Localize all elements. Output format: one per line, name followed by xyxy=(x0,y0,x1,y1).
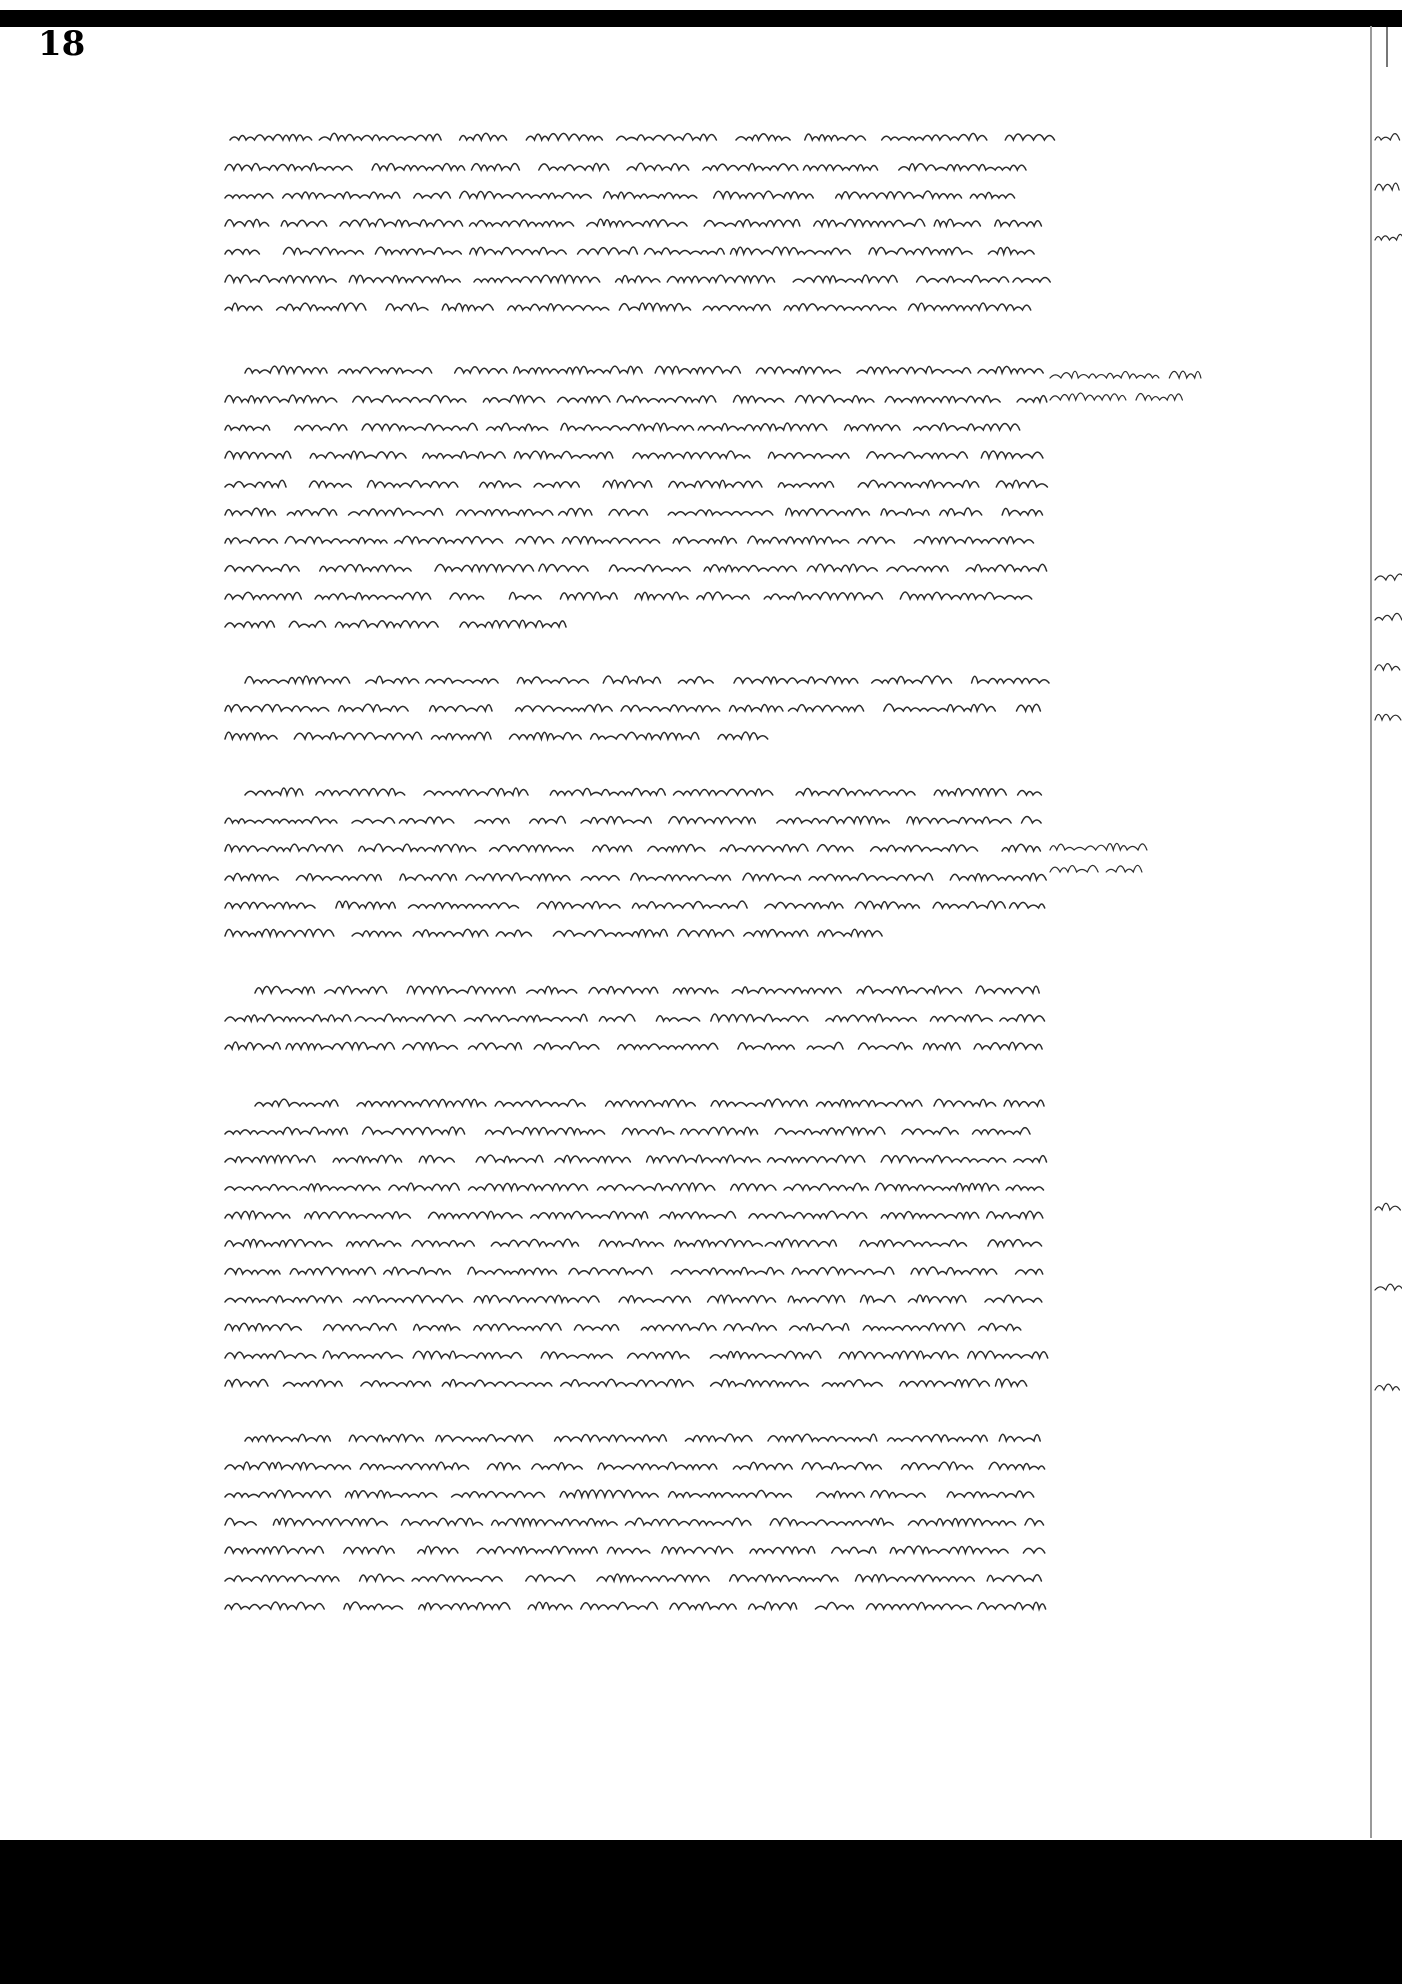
manuscript-line xyxy=(225,844,1040,851)
manuscript-line xyxy=(225,704,1040,711)
margin-note xyxy=(1050,393,1182,400)
facing-page-fragment xyxy=(1375,1284,1402,1290)
manuscript-line xyxy=(245,676,1049,683)
manuscript-line xyxy=(225,1267,1043,1274)
manuscript-line xyxy=(225,303,1031,310)
facing-page-fragment xyxy=(1375,714,1401,720)
manuscript-line xyxy=(225,1239,1042,1246)
manuscript-line xyxy=(245,366,1043,373)
manuscript-line xyxy=(230,133,1055,140)
scan-bottom-border xyxy=(0,1840,1402,1984)
manuscript-line xyxy=(225,1014,1045,1021)
facing-page-fragment xyxy=(1375,574,1402,580)
margin-note xyxy=(1050,843,1147,850)
manuscript-line xyxy=(225,1183,1043,1190)
manuscript-line xyxy=(225,1155,1047,1162)
manuscript-line xyxy=(225,423,1020,430)
manuscript-line xyxy=(225,1546,1045,1553)
manuscript-line xyxy=(225,1602,1046,1609)
manuscript-line xyxy=(225,1295,1042,1302)
manuscript-line xyxy=(225,564,1047,571)
manuscript-line xyxy=(225,395,1047,402)
manuscript-line xyxy=(255,1099,1044,1106)
manuscript-line xyxy=(225,620,566,627)
manuscript-line xyxy=(225,592,1032,599)
manuscript-line xyxy=(225,901,1045,908)
manuscript-line xyxy=(225,536,1034,543)
manuscript-line xyxy=(225,1211,1043,1218)
manuscript-line xyxy=(225,275,1050,282)
manuscript-line xyxy=(225,929,882,936)
manuscript-line xyxy=(225,508,1043,515)
manuscript-line xyxy=(225,219,1041,226)
facing-page-fragment xyxy=(1375,1203,1400,1210)
manuscript-line xyxy=(225,816,1041,823)
manuscript-line xyxy=(225,732,768,739)
manuscript-line xyxy=(225,480,1047,487)
manuscript-line xyxy=(225,247,1034,254)
manuscript-line xyxy=(225,163,1026,170)
facing-page-fragment xyxy=(1375,1384,1399,1390)
facing-page-fragment xyxy=(1375,234,1402,240)
manuscript-line xyxy=(225,191,1015,198)
manuscript-line xyxy=(255,986,1039,993)
facing-page-fragment xyxy=(1375,613,1402,620)
manuscript-line xyxy=(245,1434,1040,1441)
manuscript-line xyxy=(225,873,1046,880)
margin-note xyxy=(1050,371,1201,378)
facing-page-fragment xyxy=(1375,134,1400,140)
facing-page-fragment xyxy=(1375,664,1400,670)
margin-note xyxy=(1050,865,1142,872)
manuscript-line xyxy=(225,1518,1044,1525)
manuscript-line xyxy=(225,1351,1048,1358)
page-number: 18 xyxy=(38,24,86,64)
manuscript-line xyxy=(225,451,1043,458)
manuscript-line xyxy=(225,1462,1045,1469)
manuscript-line xyxy=(225,1379,1027,1386)
manuscript-line xyxy=(245,788,1041,795)
manuscript-line xyxy=(225,1127,1030,1134)
manuscript-line xyxy=(225,1323,1021,1330)
manuscript-line xyxy=(225,1574,1041,1581)
facing-page-fragment xyxy=(1375,183,1399,190)
manuscript-line xyxy=(225,1042,1042,1049)
manuscript-line xyxy=(225,1490,1034,1497)
